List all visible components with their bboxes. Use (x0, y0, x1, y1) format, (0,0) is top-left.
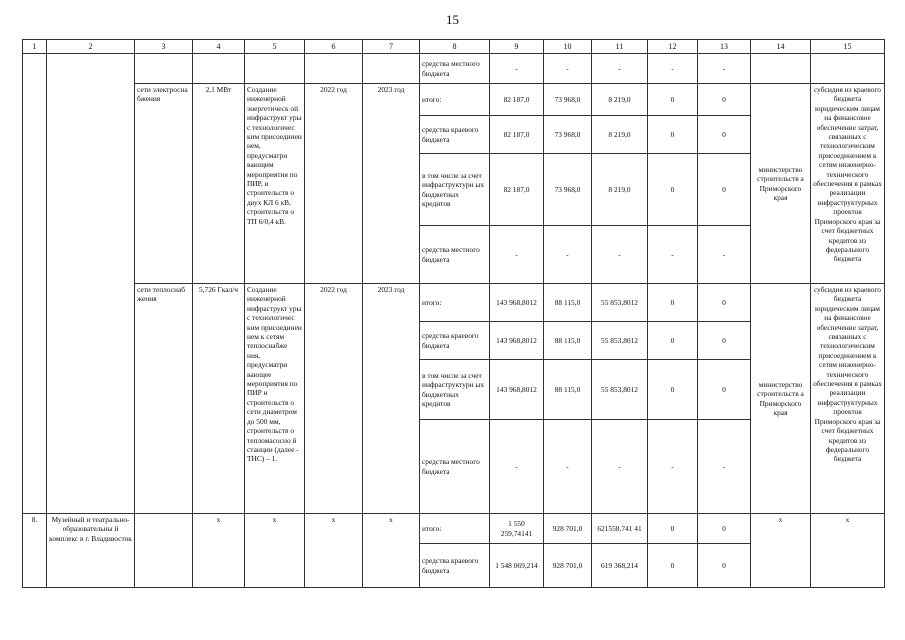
value-cell: 0 (698, 544, 751, 588)
value-cell: 73 968,0 (544, 84, 592, 116)
cell-x: x (193, 514, 245, 588)
budget-table (22, 39, 885, 588)
note: субсидия из краевого бюджета юридическим лицам на финансовое обеспечение затрат, связанных с технологическим присоединением к сетям инженерно-технического обеспечения в рамках реализации инфраструктурных проектов Приморского края за счет бюджетных кредитов из федерального бюджета (811, 84, 885, 284)
value-cell: 8 219,0 (592, 116, 648, 154)
funding-source: итого: (420, 514, 490, 544)
cell-x: x (751, 514, 811, 588)
network-type: сети электросна бжения (135, 84, 193, 284)
cell-col2-continued (47, 54, 135, 514)
value-cell: - (544, 54, 592, 84)
year-start: 2022 год (305, 284, 363, 514)
header-cell: 1 (23, 40, 47, 54)
note: субсидия из краевого бюджета юридическим лицам на финансовое обеспечение затрат, связанных с технологическим присоединением к сетям инженерно-технического обеспечения в рамках реализации инфраструктурных проектов Приморского края за счет бюджетных кредитов из федерального бюджета (811, 284, 885, 514)
cell-x: x (811, 514, 885, 588)
value-cell: - (490, 54, 544, 84)
value-cell: 0 (698, 284, 751, 322)
table-row (23, 84, 885, 116)
header-cell: 6 (305, 40, 363, 54)
value-cell: - (592, 226, 648, 284)
value-cell: 621558,741 41 (592, 514, 648, 544)
cell-x: x (305, 514, 363, 588)
value-cell: 0 (698, 360, 751, 420)
capacity: 2,1 МВт (193, 84, 245, 284)
header-cell: 7 (363, 40, 420, 54)
table-row (23, 54, 885, 84)
project-description: Создание инженерной энергетическ ой инфраструкт уры с технологичес ким присоединен нем, предусматри вающим мероприятия по ПИР, и строительств о двух КЛ 6 кВ, строительств о ТП 6/0,4 кВ. (245, 84, 305, 284)
funding-source: средства краевого бюджета (420, 322, 490, 360)
value-cell: 1 550 259,74141 (490, 514, 544, 544)
value-cell: 8 219,0 (592, 84, 648, 116)
year-end: 2023 год (363, 284, 420, 514)
project-description: Создание инженерной инфраструкт уры с технологичес ким присоединен нем к сетям теплоснабже ния, предусматри вающее мероприятия по ПИР и строительств о сети диаметром до 500 мм, строительств о тепломасосно й станции (далее - ТНС) – 1. (245, 284, 305, 514)
row-number: 8. (23, 514, 47, 588)
value-cell: 619 368,214 (592, 544, 648, 588)
cell-x: x (363, 514, 420, 588)
table-row (23, 284, 885, 322)
empty-cell (135, 514, 193, 588)
empty-cell (135, 54, 193, 84)
value-cell: 928 701,0 (544, 514, 592, 544)
header-cell: 2 (47, 40, 135, 54)
value-cell: - (544, 420, 592, 514)
header-cell: 3 (135, 40, 193, 54)
funding-source: средства краевого бюджета (420, 116, 490, 154)
value-cell: 88 115,0 (544, 360, 592, 420)
responsible-body: министерство строительств а Приморского края (751, 84, 811, 284)
value-cell: 143 968,8012 (490, 360, 544, 420)
value-cell: - (544, 226, 592, 284)
value-cell: 8 219,0 (592, 154, 648, 226)
value-cell: 928 701,0 (544, 544, 592, 588)
funding-source: средства краевого бюджета (420, 544, 490, 588)
value-cell: - (698, 226, 751, 284)
value-cell: 0 (698, 116, 751, 154)
value-cell: 0 (698, 154, 751, 226)
empty-cell (751, 54, 811, 84)
value-cell: 55 853,8012 (592, 284, 648, 322)
value-cell: 0 (648, 84, 698, 116)
empty-cell (193, 54, 245, 84)
value-cell: - (698, 54, 751, 84)
value-cell: 73 968,0 (544, 116, 592, 154)
funding-source: итого: (420, 84, 490, 116)
header-cell: 10 (544, 40, 592, 54)
value-cell: 143 968,8012 (490, 322, 544, 360)
year-start: 2022 год (305, 84, 363, 284)
value-cell: 82 187,0 (490, 84, 544, 116)
value-cell: 0 (648, 154, 698, 226)
header-row (23, 40, 885, 54)
funding-source: в том числе за счет инфраструктурн ых бюджетных кредитов (420, 154, 490, 226)
value-cell: 55 853,8012 (592, 360, 648, 420)
value-cell: - (490, 226, 544, 284)
funding-source: итого: (420, 284, 490, 322)
value-cell: 55 853,8012 (592, 322, 648, 360)
value-cell: - (698, 420, 751, 514)
cell-col1-continued (23, 54, 47, 514)
funding-source: средства местного бюджета (420, 54, 490, 84)
header-cell: 13 (698, 40, 751, 54)
value-cell: 0 (648, 514, 698, 544)
year-end: 2023 год (363, 84, 420, 284)
header-cell: 4 (193, 40, 245, 54)
network-type: сети теплоснаб жения (135, 284, 193, 514)
value-cell: - (648, 54, 698, 84)
value-cell: 88 115,0 (544, 322, 592, 360)
empty-cell (305, 54, 363, 84)
header-cell: 11 (592, 40, 648, 54)
responsible-body: министерство строительств а Приморского края (751, 284, 811, 514)
empty-cell (363, 54, 420, 84)
value-cell: 0 (648, 322, 698, 360)
value-cell: 1 548 069,214 (490, 544, 544, 588)
value-cell: 82 187,0 (490, 154, 544, 226)
empty-cell (245, 54, 305, 84)
value-cell: 0 (648, 544, 698, 588)
value-cell: 0 (698, 84, 751, 116)
value-cell: - (592, 420, 648, 514)
value-cell: 0 (648, 360, 698, 420)
value-cell: 0 (648, 116, 698, 154)
value-cell: - (490, 420, 544, 514)
funding-source: в том числе за счет инфраструктурн ых бюджетных кредитов (420, 360, 490, 420)
header-cell: 12 (648, 40, 698, 54)
header-cell: 5 (245, 40, 305, 54)
value-cell: 143 968,8012 (490, 284, 544, 322)
value-cell: 0 (648, 284, 698, 322)
page-number: 15 (446, 12, 459, 27)
value-cell: 88 115,0 (544, 284, 592, 322)
funding-source: средства местного бюджета (420, 226, 490, 284)
funding-source: средства местного бюджета (420, 420, 490, 514)
table-row (23, 514, 885, 544)
header-cell: 9 (490, 40, 544, 54)
cell-x: x (245, 514, 305, 588)
value-cell: - (648, 420, 698, 514)
value-cell: 0 (698, 514, 751, 544)
value-cell: 82 187,0 (490, 116, 544, 154)
header-cell: 8 (420, 40, 490, 54)
header-cell: 15 (811, 40, 885, 54)
value-cell: - (648, 226, 698, 284)
value-cell: 0 (698, 322, 751, 360)
value-cell: - (592, 54, 648, 84)
value-cell: 73 968,0 (544, 154, 592, 226)
header-cell: 14 (751, 40, 811, 54)
capacity: 5,726 Гкал/ч (193, 284, 245, 514)
object-name: Музейный и театрально-образовательны й комплекс в г. Владивосток (47, 514, 135, 588)
empty-cell (811, 54, 885, 84)
